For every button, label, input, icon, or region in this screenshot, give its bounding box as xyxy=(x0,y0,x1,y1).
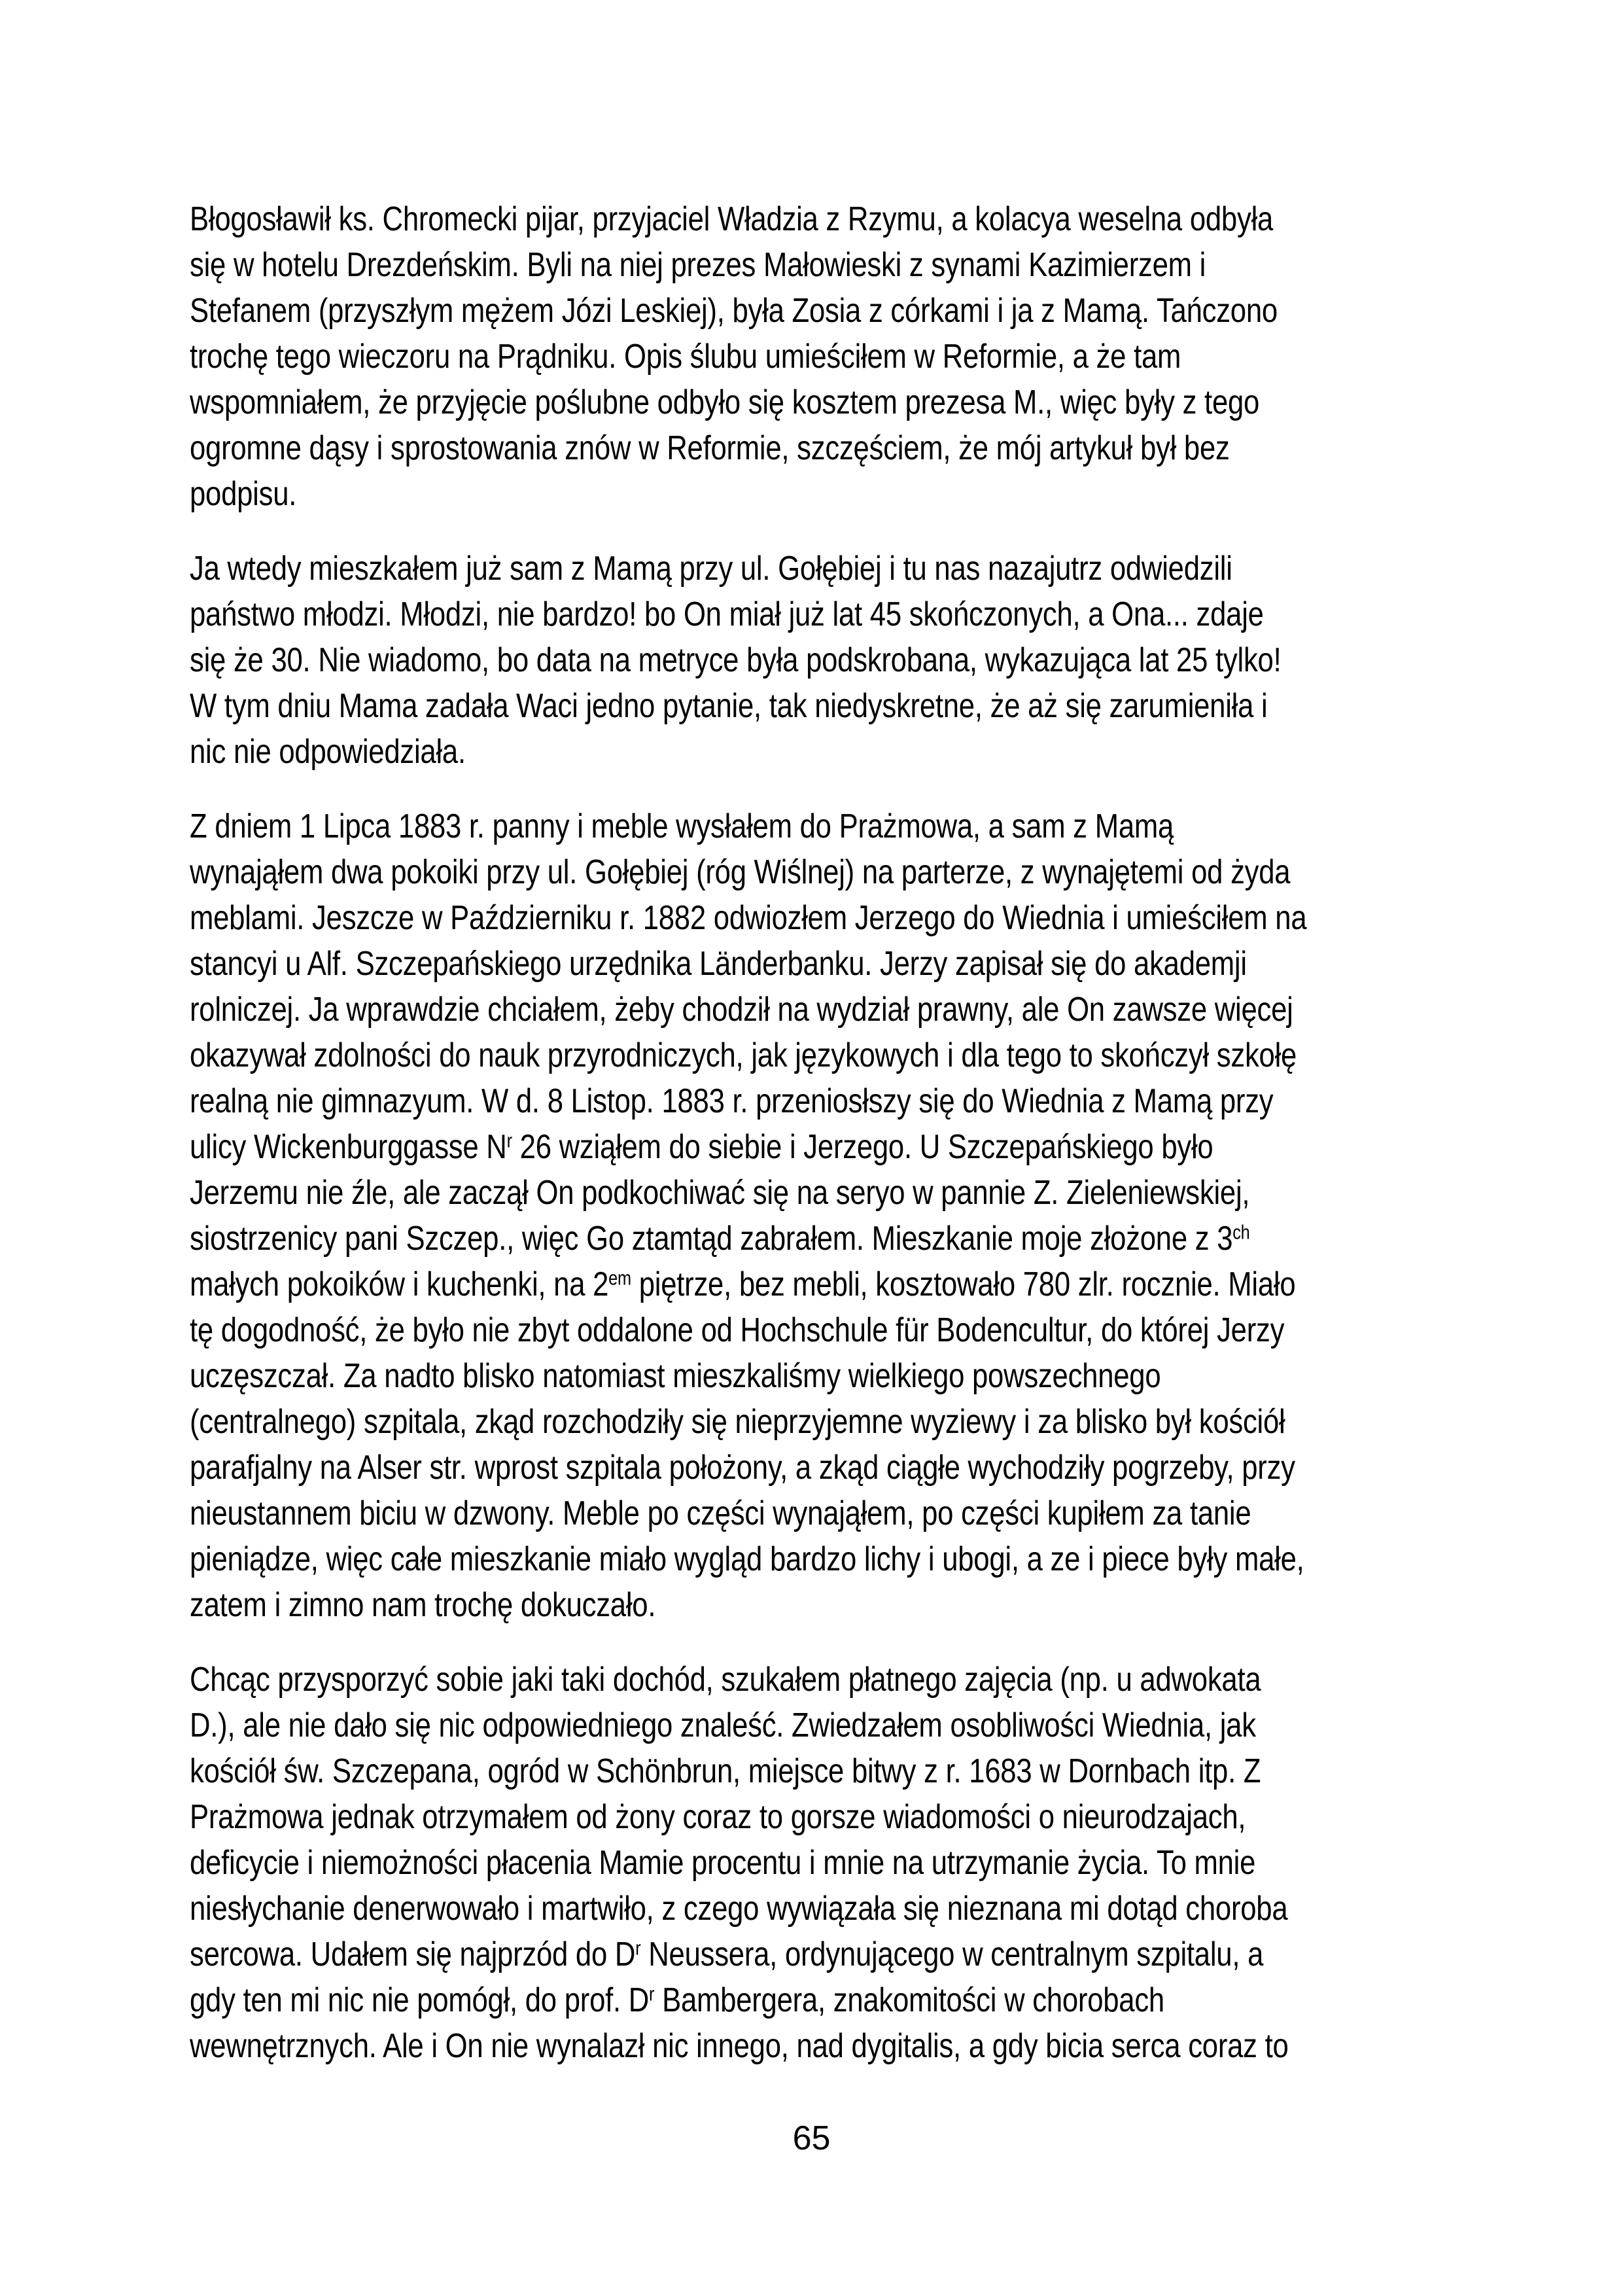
text-line: realną nie gimnazyum. W d. 8 Listop. 1883 r. przeniosłszy się do Wiednia z Mamą przy xyxy=(190,1082,1274,1120)
text-line: małych pokoików i kuchenki, na $2^{em}$ piętrze, bez mebli, kosztowało 780 zlr. rocznie. Miało xyxy=(190,1265,1296,1303)
text-line: siostrzenicy pani Szczep., więc Go ztamtąd zabrałem. Mieszkanie moje złożone z $3^{ch}$ xyxy=(190,1220,1250,1258)
text-line: wspomniałem, że przyjęcie poślubne odbyło się kosztem prezesa M., więc były z tego xyxy=(190,383,1260,421)
text-line: sercowa. Udałem się najprzód do $D^r$ Neussera, ordynującego w centralnym szpitalu, a xyxy=(190,1935,1264,1973)
paragraph xyxy=(190,804,1442,1628)
text-line: nic nie odpowiedziała. xyxy=(190,733,466,771)
text-line: Stefanem (przyszłym mężem Józi Leskiej), była Zosia z córkami i ja z Mamą. Tańczono xyxy=(190,292,1278,330)
text-line: Prażmowa jednak otrzymałem od żony coraz to gorsze wiadomości o nieurodzajach, xyxy=(190,1798,1246,1836)
text-line: wynająłem dwa pokoiki przy ul. Gołębiej (róg Wiślnej) na parterze, z wynajętemi od żyda xyxy=(190,853,1291,891)
text-line: parafjalny na Alser str. wprost szpitala położony, a zkąd ciągłe wychodziły pogrzeby, przy xyxy=(190,1449,1295,1487)
text-line: stancyi u Alf. Szczepańskiego urzędnika Länderbanku. Jerzy zapisał się do akademji xyxy=(190,945,1247,983)
text-line: Z dniem 1 Lipca 1883 r. panny i meble wysłałem do Prażmowa, a sam z Mamą xyxy=(190,807,1174,845)
text-line: państwo młodzi. Młodzi, nie bardzo! bo On miał już lat 45 skończonych, a Ona... zdaje xyxy=(190,595,1264,633)
text-line: deficycie i niemożności płacenia Mamie procentu i mnie na utrzymanie życia. To mnie xyxy=(190,1844,1256,1882)
text-line: wewnętrznych. Ale i On nie wynalazł nic innego, nad dygitalis, a gdy bicia serca coraz to xyxy=(190,2027,1289,2065)
body-text xyxy=(190,196,1442,2098)
text-line: (centralnego) szpitala, zkąd rozchodziły się nieprzyjemne wyziewy i za blisko był kościół xyxy=(190,1403,1285,1441)
text-line: tę dogodność, że było nie zbyt oddalone od Hochschule für Bodencultur, do której Jerzy xyxy=(190,1311,1285,1349)
text-line: W tym dniu Mama zadała Waci jedno pytanie, tak niedyskretne, że aż się zarumieniła i xyxy=(190,687,1268,725)
text-line: ogromne dąsy i sprostowania znów w Reformie, szczęściem, że mój artykuł był bez xyxy=(190,429,1230,467)
text-line: Błogosławił ks. Chromecki pijar, przyjaciel Władzia z Rzymu, a kolacya weselna odbyła xyxy=(190,200,1274,238)
text-line: kościół św. Szczepana, ogród w Schönbrun, miejsce bitwy z r. 1683 w Dornbach itp. Z xyxy=(190,1752,1261,1790)
text-line: zatem i zimno nam trochę dokuczało. xyxy=(190,1586,656,1624)
text-line: gdy ten mi nic nie pomógł, do prof. $D^r$ Bambergera, znakomitości w chorobach xyxy=(190,1981,1164,2019)
text-line: ulicy Wickenburggasse $N^r$ 26 wziąłem do siebie i Jerzego. U Szczepańskiego było xyxy=(190,1128,1213,1166)
text-line: rolniczej. Ja wprawdzie chciałem, żeby chodził na wydział prawny, ale On zawsze więcej xyxy=(190,991,1293,1029)
paragraph xyxy=(190,1657,1442,2069)
text-line: podpisu. xyxy=(190,475,297,513)
text-line: Jerzemu nie źle, ale zaczął On podkochiwać się na seryo w pannie Z. Zieleniewskiej, xyxy=(190,1174,1250,1212)
text-line: Chcąc przysporzyć sobie jaki taki dochód, szukałem płatnego zajęcia (np. u adwokata xyxy=(190,1661,1261,1699)
text-line: okazywał zdolności do nauk przyrodniczych, jak językowych i dla tego to skończył szkołę xyxy=(190,1036,1297,1074)
paragraph xyxy=(190,546,1442,775)
text-line: D.), ale nie dało się nic odpowiedniego znaleść. Zwiedzałem osobliwości Wiednia, jak xyxy=(190,1706,1256,1744)
page-number: 65 xyxy=(792,2119,831,2157)
text-line: niesłychanie denerwowało i martwiło, z czego wywiązała się nieznana mi dotąd choroba xyxy=(190,1890,1288,1928)
text-line: się w hotelu Drezdeńskim. Byli na niej prezes Małowieski z synami Kazimierzem i xyxy=(190,246,1206,284)
text-line: uczęszczał. Za nadto blisko natomiast mieszkaliśmy wielkiego powszechnego xyxy=(190,1357,1161,1395)
text-line: się że 30. Nie wiadomo, bo data na metryce była podskrobana, wykazująca lat 25 tylko! xyxy=(190,641,1282,679)
text-line: pieniądze, więc całe mieszkanie miało wygląd bardzo lichy i ubogi, a ze i piece były małe, xyxy=(190,1540,1304,1578)
text-line: nieustannem biciu w dzwony. Meble po części wynająłem, po części kupiłem za tanie xyxy=(190,1494,1251,1532)
paragraph xyxy=(190,196,1442,517)
text-line: Ja wtedy mieszkałem już sam z Mamą przy ul. Gołębiej i tu nas nazajutrz odwiedzili xyxy=(190,550,1232,588)
text-line: trochę tego wieczoru na Prądniku. Opis ślubu umieściłem w Reformie, a że tam xyxy=(190,338,1181,376)
text-line: meblami. Jeszcze w Październiku r. 1882 odwiozłem Jerzego do Wiednia i umieściłem na xyxy=(190,899,1307,937)
